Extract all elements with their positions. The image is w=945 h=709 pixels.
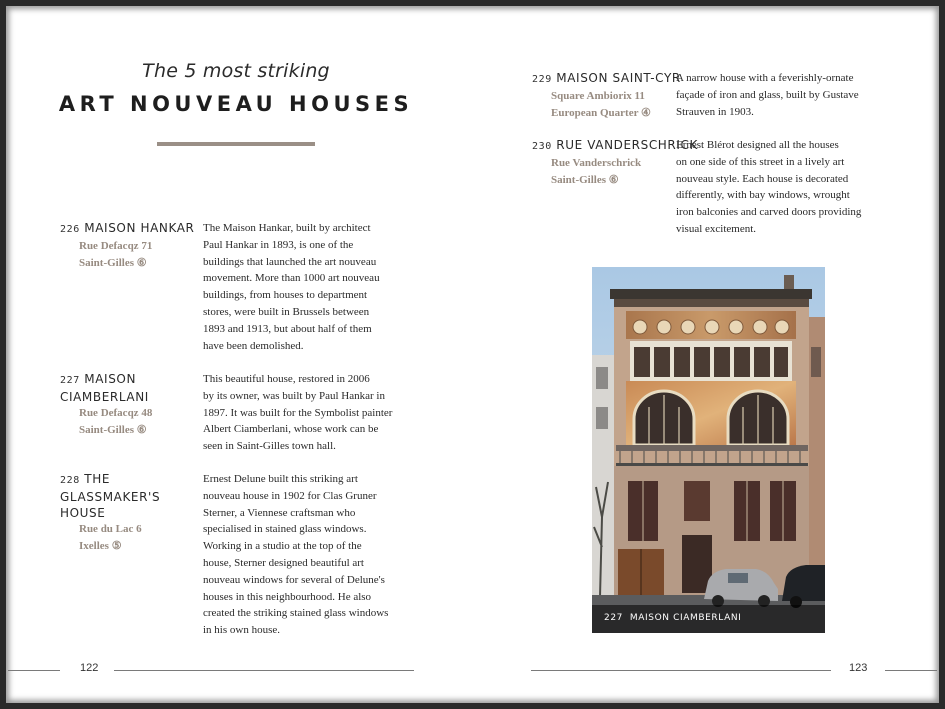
entry-number: 229 <box>532 74 552 85</box>
description-line: seen in Saint-Gilles town hall. <box>203 440 336 453</box>
photo-caption <box>604 613 741 623</box>
entry-title <box>532 70 681 88</box>
description-line: Albert Ciamberlani, whose work can be <box>203 423 379 436</box>
description-line: house, Sterner designed beautiful art <box>203 556 364 569</box>
description-line: on one side of this street in a lively art <box>676 155 845 168</box>
address-line: Ixelles ⑤ <box>79 540 122 552</box>
address-line: Rue Vanderschrick <box>551 157 642 169</box>
entry-address <box>79 405 185 439</box>
description-line: 1893 and 1913, but about half of them <box>203 322 372 335</box>
entry-title <box>60 371 185 405</box>
description-line: have been demolished. <box>203 339 304 352</box>
footer-rule <box>114 670 414 671</box>
description-line: Sterner, a Viennese craftsman who <box>203 506 356 519</box>
entry-description <box>203 471 428 639</box>
address-line: Rue Defacqz 71 <box>79 240 153 252</box>
description-line: Ernest Delune built this striking art <box>203 473 358 485</box>
description-line: façade of iron and glass, built by Gustave <box>676 88 859 101</box>
entry-description <box>676 137 896 238</box>
description-line: This beautiful house, restored in 2006 <box>203 373 370 385</box>
entry-number: 230 <box>532 141 552 152</box>
description-line: nouveau style. Each house is decorated <box>676 172 849 185</box>
entry-number: 228 <box>60 475 80 486</box>
description-line: created the striking stained glass windows <box>203 607 389 620</box>
description-line: stores, were built in Brussels between <box>203 305 370 318</box>
heading-title: ART NOUVEAU HOUSES <box>58 92 414 116</box>
description-line: houses in this neighbourhood. He also <box>203 590 372 603</box>
address-line: Saint-Gilles ⑥ <box>79 424 147 436</box>
entry-name: RUE VANDERSCHRICK <box>556 138 698 152</box>
description-line: Paul Hankar in 1893, is one of the <box>203 238 354 251</box>
description-line: in his own house. <box>203 624 280 637</box>
entry-address <box>79 238 195 272</box>
description-line: A narrow house with a feverishly-ornate <box>676 72 854 84</box>
entry-address <box>551 88 672 122</box>
heading-rule <box>157 142 315 146</box>
description-line: buildings, from houses to department <box>203 289 368 302</box>
house-photo <box>592 267 825 633</box>
entry-name: MAISON HANKAR <box>84 221 195 235</box>
description-line: 1897. It was built for the Symbolist painter <box>203 406 393 419</box>
heading-subtitle: The 5 most striking <box>142 60 330 82</box>
description-line: nouveau windows for several of Delune's <box>203 573 385 586</box>
description-line: Strauven in 1903. <box>676 105 754 118</box>
entry-address <box>79 521 195 555</box>
address-line: European Quarter ④ <box>551 107 651 119</box>
page-number-right: 123 <box>849 662 868 674</box>
address-line: Square Ambiorix 11 <box>551 90 645 102</box>
description-line: movement. More than 1000 art nouveau <box>203 272 380 285</box>
description-line: nouveau house in 1902 for Clas Gruner <box>203 489 377 502</box>
entry-description <box>203 220 423 354</box>
entry-title <box>532 137 698 155</box>
entry-title <box>60 471 195 521</box>
page-number-left: 122 <box>80 662 99 674</box>
description-line: specialised in stained glass windows. <box>203 523 367 536</box>
entry-name: MAISON CIAMBERLANI <box>60 372 149 404</box>
entry-name: THE GLASSMAKER'S HOUSE <box>60 472 161 520</box>
entry-description <box>203 371 423 455</box>
address-line: Rue Defacqz 48 <box>79 407 153 419</box>
description-line: visual excitement. <box>676 222 757 235</box>
description-line: Ernest Blérot designed all the houses <box>676 139 839 151</box>
address-line: Saint-Gilles ⑥ <box>551 174 619 186</box>
caption-text: MAISON CIAMBERLANI <box>629 613 742 623</box>
description-line: The Maison Hankar, built by architect <box>203 222 371 234</box>
description-line: buildings that launched the art nouveau <box>203 255 377 268</box>
footer-rule <box>531 670 831 671</box>
entry-name: MAISON SAINT-CYR <box>556 71 681 85</box>
caption-bar <box>592 605 825 633</box>
description-line: by its owner, was built by Paul Hankar in <box>203 389 385 402</box>
address-line: Saint-Gilles ⑥ <box>79 257 147 269</box>
entry-address <box>551 155 672 189</box>
footer-rule <box>8 670 60 671</box>
caption-number: 227 <box>604 613 623 623</box>
entry-description <box>676 70 896 120</box>
description-line: differently, with bay windows, wrought <box>676 189 850 202</box>
entry-number: 227 <box>60 375 80 386</box>
house-photo-illustration <box>592 267 825 633</box>
address-line: Rue du Lac 6 <box>79 523 142 535</box>
entry-title <box>60 220 195 238</box>
description-line: Working in a studio at the top of the <box>203 540 362 553</box>
footer-rule <box>885 670 937 671</box>
description-line: iron balconies and carved doors providing <box>676 206 862 219</box>
entry-number: 226 <box>60 224 80 235</box>
